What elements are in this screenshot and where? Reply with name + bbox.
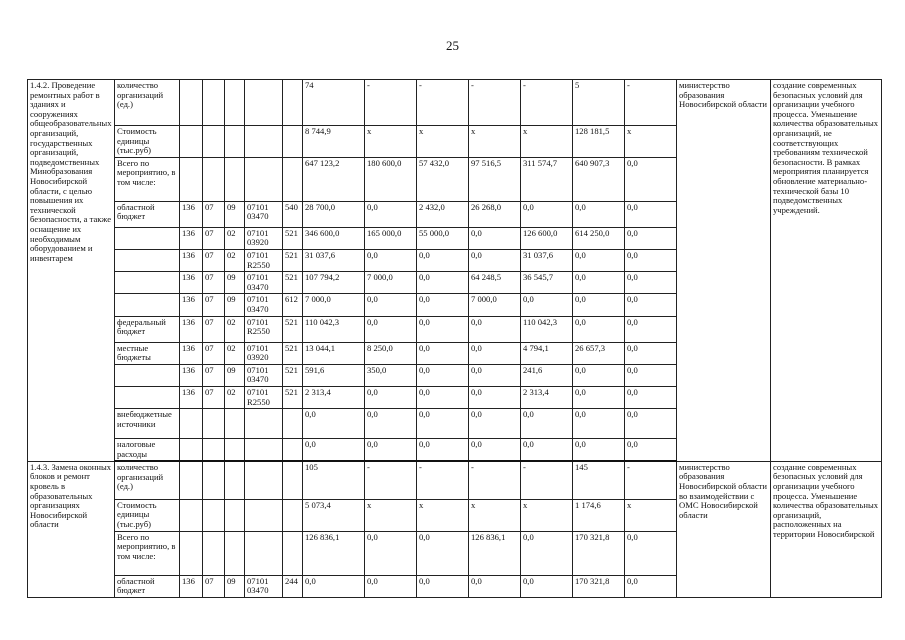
y1-cell: 0,0 [365,249,417,271]
y5-cell: 614 250,0 [573,227,625,249]
csr-cell [245,80,283,126]
csr-cell: 07101 03920 [245,227,283,249]
y6-cell: - [625,80,677,126]
csr-cell [245,499,283,531]
table-row [28,461,882,499]
indicator-cell: Стоимость единицы (тыс.руб) [115,499,180,531]
y6-cell: x [625,126,677,158]
y3-cell: 26 268,0 [469,201,521,227]
y2-cell: 55 000,0 [417,227,469,249]
rz-cell: 07 [203,575,225,597]
executor-cell: министерство образования Новосибирской области во взаимодействии с ОМС Новосибирской области [677,461,771,597]
y2-cell: 0,0 [417,531,469,575]
y1-cell: 0,0 [365,531,417,575]
csr-cell: 07101 R2550 [245,386,283,408]
grbs-cell: 136 [180,386,203,408]
y2-cell: - [417,80,469,126]
pr-cell: 09 [225,201,245,227]
vr-cell: 540 [283,201,303,227]
pr-cell [225,531,245,575]
vr-cell: 521 [283,342,303,364]
pr-cell: 09 [225,364,245,386]
csr-cell [245,439,283,462]
y1-cell: - [365,461,417,499]
y6-cell: x [625,499,677,531]
total-cell: 2 313,4 [303,386,365,408]
csr-cell: 07101 03470 [245,272,283,294]
vr-cell [283,531,303,575]
pr-cell [225,126,245,158]
indicator-cell [115,272,180,294]
y1-cell: 350,0 [365,364,417,386]
y2-cell: 0,0 [417,272,469,294]
total-cell: 28 700,0 [303,201,365,227]
grbs-cell: 136 [180,364,203,386]
y3-cell: - [469,461,521,499]
vr-cell: 521 [283,364,303,386]
y4-cell: 0,0 [521,201,573,227]
indicator-cell: областной бюджет [115,575,180,597]
rz-cell [203,461,225,499]
total-cell: 346 600,0 [303,227,365,249]
vr-cell: 521 [283,386,303,408]
csr-cell: 07101 03470 [245,575,283,597]
pr-cell: 09 [225,294,245,316]
pr-cell: 02 [225,342,245,364]
program-table [27,79,882,598]
total-cell: 0,0 [303,439,365,462]
pr-cell: 02 [225,316,245,342]
y5-cell: 170 321,8 [573,575,625,597]
rz-cell [203,439,225,462]
total-cell: 0,0 [303,409,365,439]
grbs-cell [180,409,203,439]
indicator-cell: количество организаций (ед.) [115,80,180,126]
y5-cell: 0,0 [573,409,625,439]
vr-cell [283,409,303,439]
action-name-cell: 1.4.2. Проведение ремонтных работ в зданиях и сооружениях общеобразовательных организаций, государственных организаций, подведомственных Минобразования Новосибирской области, с целью повышения их технической безопасности, а также оснащение их необходимым оборудованием и инвентарем [28,80,115,462]
indicator-cell: налоговые расходы [115,439,180,462]
y2-cell: 0,0 [417,316,469,342]
y2-cell: x [417,499,469,531]
action-name-cell: 1.4.3. Замена оконных блоков и ремонт кровель в образовательных организациях Новосибирской области [28,461,115,597]
y5-cell: 0,0 [573,364,625,386]
y4-cell: 110 042,3 [521,316,573,342]
indicator-cell: федеральный бюджет [115,316,180,342]
expected-result-cell: создание современных безопасных условий для организации учебного процесса. Уменьшение количества образовательных организаций, не соответствующих требованиям технической безопасности. В рамках мероприятия планируется обновление материально-технической базы 10 подведомственных учреждений. [771,80,882,462]
indicator-cell: областной бюджет [115,201,180,227]
y6-cell: 0,0 [625,386,677,408]
total-cell: 126 836,1 [303,531,365,575]
y3-cell: 0,0 [469,249,521,271]
rz-cell: 07 [203,249,225,271]
y5-cell: 640 907,3 [573,157,625,201]
vr-cell [283,439,303,462]
y5-cell: 0,0 [573,294,625,316]
y4-cell: 241,6 [521,364,573,386]
y1-cell: 7 000,0 [365,272,417,294]
y6-cell: 0,0 [625,294,677,316]
y1-cell: 180 600,0 [365,157,417,201]
rz-cell: 07 [203,272,225,294]
y1-cell: 165 000,0 [365,227,417,249]
vr-cell [283,80,303,126]
y3-cell: 64 248,5 [469,272,521,294]
y4-cell: 0,0 [521,531,573,575]
y2-cell: x [417,126,469,158]
y6-cell: 0,0 [625,227,677,249]
grbs-cell: 136 [180,316,203,342]
y5-cell: 128 181,5 [573,126,625,158]
rz-cell: 07 [203,386,225,408]
rz-cell [203,157,225,201]
rz-cell: 07 [203,342,225,364]
y3-cell: x [469,126,521,158]
csr-cell [245,409,283,439]
grbs-cell [180,461,203,499]
y2-cell: 0,0 [417,575,469,597]
grbs-cell [180,531,203,575]
total-cell: 591,6 [303,364,365,386]
vr-cell [283,126,303,158]
y2-cell: 0,0 [417,409,469,439]
executor-cell: министерство образования Новосибирской области [677,80,771,462]
rz-cell: 07 [203,227,225,249]
vr-cell: 521 [283,316,303,342]
csr-cell [245,157,283,201]
rz-cell [203,126,225,158]
y4-cell: 311 574,7 [521,157,573,201]
y2-cell: 57 432,0 [417,157,469,201]
y6-cell: 0,0 [625,157,677,201]
rz-cell [203,409,225,439]
y4-cell: x [521,126,573,158]
grbs-cell: 136 [180,201,203,227]
y4-cell: 4 794,1 [521,342,573,364]
rz-cell [203,531,225,575]
pr-cell: 09 [225,272,245,294]
csr-cell: 07101 03470 [245,364,283,386]
y5-cell: 145 [573,461,625,499]
indicator-cell: Стоимость единицы (тыс.руб) [115,126,180,158]
y1-cell: x [365,499,417,531]
y2-cell: 0,0 [417,294,469,316]
y2-cell: 0,0 [417,439,469,462]
page-number: 25 [446,38,459,53]
y3-cell: 0,0 [469,439,521,462]
y5-cell: 0,0 [573,272,625,294]
y5-cell: 26 657,3 [573,342,625,364]
y4-cell: 126 600,0 [521,227,573,249]
total-cell: 647 123,2 [303,157,365,201]
indicator-cell: внебюджетные источники [115,409,180,439]
y4-cell: 0,0 [521,294,573,316]
y6-cell: 0,0 [625,342,677,364]
indicator-cell [115,249,180,271]
pr-cell: 09 [225,575,245,597]
vr-cell [283,499,303,531]
y6-cell: 0,0 [625,531,677,575]
y4-cell: - [521,80,573,126]
rz-cell: 07 [203,294,225,316]
y3-cell: 0,0 [469,364,521,386]
indicator-cell: Всего по мероприятию, в том числе: [115,531,180,575]
rz-cell [203,80,225,126]
y6-cell: 0,0 [625,272,677,294]
y3-cell: - [469,80,521,126]
y3-cell: x [469,499,521,531]
y3-cell: 0,0 [469,316,521,342]
y6-cell: 0,0 [625,201,677,227]
y3-cell: 0,0 [469,227,521,249]
y5-cell: 0,0 [573,439,625,462]
y1-cell: 8 250,0 [365,342,417,364]
y1-cell: 0,0 [365,575,417,597]
y3-cell: 97 516,5 [469,157,521,201]
csr-cell [245,126,283,158]
grbs-cell [180,439,203,462]
pr-cell [225,439,245,462]
y4-cell: 0,0 [521,439,573,462]
csr-cell [245,461,283,499]
indicator-cell [115,294,180,316]
y4-cell: - [521,461,573,499]
y4-cell: 0,0 [521,409,573,439]
vr-cell [283,461,303,499]
grbs-cell: 136 [180,575,203,597]
grbs-cell [180,157,203,201]
y1-cell: x [365,126,417,158]
csr-cell: 07101 03470 [245,294,283,316]
y5-cell: 0,0 [573,249,625,271]
y6-cell: 0,0 [625,364,677,386]
y1-cell: 0,0 [365,316,417,342]
y4-cell: 0,0 [521,575,573,597]
y6-cell: 0,0 [625,439,677,462]
y2-cell: - [417,461,469,499]
vr-cell: 244 [283,575,303,597]
y2-cell: 0,0 [417,364,469,386]
total-cell: 13 044,1 [303,342,365,364]
y3-cell: 0,0 [469,575,521,597]
indicator-cell [115,386,180,408]
y3-cell: 7 000,0 [469,294,521,316]
y1-cell: 0,0 [365,386,417,408]
grbs-cell [180,499,203,531]
y6-cell: 0,0 [625,249,677,271]
y5-cell: 1 174,6 [573,499,625,531]
csr-cell [245,531,283,575]
y5-cell: 5 [573,80,625,126]
vr-cell: 521 [283,249,303,271]
y1-cell: - [365,80,417,126]
total-cell: 110 042,3 [303,316,365,342]
csr-cell: 07101 03920 [245,342,283,364]
y3-cell: 0,0 [469,409,521,439]
total-cell: 8 744,9 [303,126,365,158]
y3-cell: 0,0 [469,342,521,364]
y2-cell: 2 432,0 [417,201,469,227]
y4-cell: x [521,499,573,531]
indicator-cell: Всего по мероприятию, в том числе: [115,157,180,201]
y1-cell: 0,0 [365,294,417,316]
pr-cell: 02 [225,227,245,249]
rz-cell: 07 [203,364,225,386]
vr-cell: 612 [283,294,303,316]
y6-cell: 0,0 [625,316,677,342]
pr-cell: 02 [225,386,245,408]
pr-cell: 02 [225,249,245,271]
y4-cell: 2 313,4 [521,386,573,408]
csr-cell: 07101 R2550 [245,249,283,271]
grbs-cell: 136 [180,342,203,364]
rz-cell [203,499,225,531]
y5-cell: 170 321,8 [573,531,625,575]
indicator-cell [115,227,180,249]
rz-cell: 07 [203,201,225,227]
total-cell: 31 037,6 [303,249,365,271]
y4-cell: 36 545,7 [521,272,573,294]
y5-cell: 0,0 [573,201,625,227]
y5-cell: 0,0 [573,386,625,408]
grbs-cell: 136 [180,249,203,271]
y2-cell: 0,0 [417,386,469,408]
vr-cell: 521 [283,272,303,294]
table-row [28,80,882,126]
total-cell: 0,0 [303,575,365,597]
pr-cell [225,157,245,201]
y3-cell: 126 836,1 [469,531,521,575]
pr-cell [225,80,245,126]
grbs-cell [180,80,203,126]
grbs-cell: 136 [180,294,203,316]
pr-cell [225,409,245,439]
csr-cell: 07101 R2550 [245,316,283,342]
vr-cell: 521 [283,227,303,249]
total-cell: 7 000,0 [303,294,365,316]
indicator-cell [115,364,180,386]
expected-result-cell: создание современных безопасных условий для организации учебного процесса. Уменьшение количества образовательных организаций, расположенных на территории Новосибирской [771,461,882,597]
grbs-cell: 136 [180,272,203,294]
pr-cell [225,499,245,531]
y5-cell: 0,0 [573,316,625,342]
pr-cell [225,461,245,499]
y3-cell: 0,0 [469,386,521,408]
y6-cell: 0,0 [625,409,677,439]
grbs-cell [180,126,203,158]
y2-cell: 0,0 [417,342,469,364]
y6-cell: 0,0 [625,575,677,597]
y1-cell: 0,0 [365,409,417,439]
y4-cell: 31 037,6 [521,249,573,271]
grbs-cell: 136 [180,227,203,249]
y1-cell: 0,0 [365,201,417,227]
total-cell: 105 [303,461,365,499]
vr-cell [283,157,303,201]
y2-cell: 0,0 [417,249,469,271]
total-cell: 74 [303,80,365,126]
rz-cell: 07 [203,316,225,342]
indicator-cell: количество организаций (ед.) [115,461,180,499]
y1-cell: 0,0 [365,439,417,462]
total-cell: 5 073,4 [303,499,365,531]
total-cell: 107 794,2 [303,272,365,294]
csr-cell: 07101 03470 [245,201,283,227]
y6-cell: - [625,461,677,499]
indicator-cell: местные бюджеты [115,342,180,364]
